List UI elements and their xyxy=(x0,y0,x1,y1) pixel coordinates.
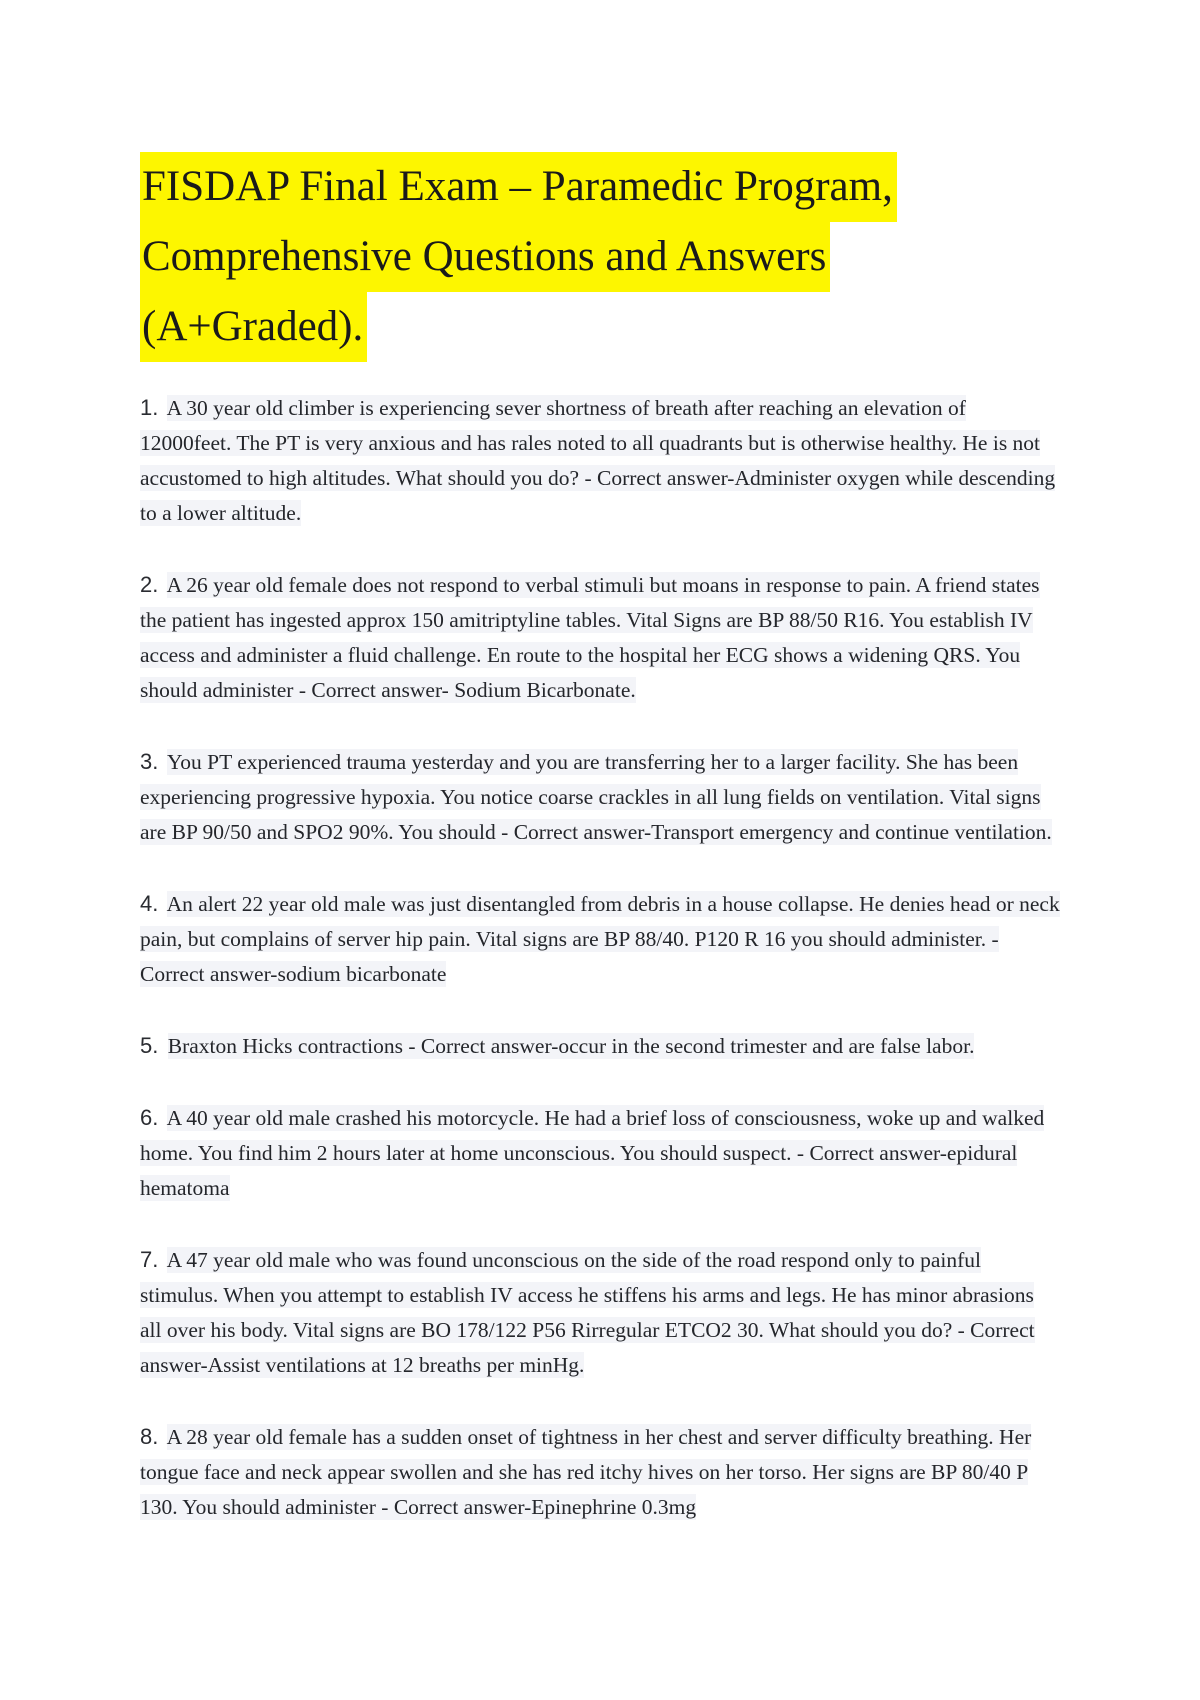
question-number: 2. xyxy=(140,572,159,597)
title-line-1: FISDAP Final Exam – Paramedic Program, xyxy=(140,152,897,222)
question-item-4 xyxy=(140,886,1060,992)
title-line-2: Comprehensive Questions and Answers xyxy=(140,222,830,292)
question-item-5 xyxy=(140,1028,1060,1064)
question-number: 3. xyxy=(140,749,159,774)
question-text: A 26 year old female does not respond to verbal stimuli but moans in response to pain. A friend states the patient has ingested approx 150 amitriptyline tables. Vital Signs are BP 88/50 R16. You establish IV access and administer a fluid challenge. En route to the hospital her ECG shows a widening QRS. You should administer - Correct answer- Sodium Bicarbonate. xyxy=(140,573,1040,702)
question-number: 1. xyxy=(140,395,159,420)
question-number: 6. xyxy=(140,1105,159,1130)
question-number: 4. xyxy=(140,891,159,916)
question-item-8 xyxy=(140,1419,1060,1525)
question-item-2 xyxy=(140,567,1060,708)
question-number: 8. xyxy=(140,1424,159,1449)
question-text: A 40 year old male crashed his motorcycle. He had a brief loss of consciousness, woke up and walked home. You find him 2 hours later at home unconscious. You should suspect. - Correct answer-epidural hematoma xyxy=(140,1106,1045,1200)
question-text: A 28 year old female has a sudden onset of tightness in her chest and server difficulty breathing. Her tongue face and neck appear swollen and she has red itchy hives on her torso. Her signs are BP 80/40 P 130. You should administer - Correct answer-Epinephrine 0.3mg xyxy=(140,1425,1032,1519)
question-text: A 47 year old male who was found unconscious on the side of the road respond only to painful stimulus. When you attempt to establish IV access he stiffens his arms and legs. He has minor abrasions all over his body. Vital signs are BO 178/122 P56 Rirregular ETCO2 30. What should you do? - Correct answer-Assist ventilations at 12 breaths per minHg. xyxy=(140,1248,1035,1377)
question-text: You PT experienced trauma yesterday and you are transferring her to a larger facility. She has been experiencing progressive hypoxia. You notice coarse crackles in all lung fields on ventilation. Vital signs are BP 90/50 and SPO2 90%. You should - Correct answer-Transport emergency and continue ventilation. xyxy=(140,750,1052,844)
document-title xyxy=(140,152,960,362)
question-text: Braxton Hicks contractions - Correct answer-occur in the second trimester and are false labor. xyxy=(167,1034,975,1058)
question-number: 5. xyxy=(140,1033,159,1058)
title-line-3: (A+Graded). xyxy=(140,292,367,362)
question-text: An alert 22 year old male was just disentangled from debris in a house collapse. He denies head or neck pain, but complains of server hip pain. Vital signs are BP 88/40. P120 R 16 you should administer. - Correct answer-sodium bicarbonate xyxy=(140,892,1060,986)
question-item-3 xyxy=(140,744,1060,850)
question-text: A 30 year old climber is experiencing sever shortness of breath after reaching an elevation of 12000feet. The PT is very anxious and has rales noted to all quadrants but is otherwise healthy. He is not accustomed to high altitudes. What should you do? - Correct answer-Administer oxygen while descending to a lower altitude. xyxy=(140,396,1056,525)
question-item-6 xyxy=(140,1100,1060,1206)
question-list xyxy=(140,390,1060,1561)
question-item-1 xyxy=(140,390,1060,531)
question-number: 7. xyxy=(140,1247,159,1272)
question-item-7 xyxy=(140,1242,1060,1383)
